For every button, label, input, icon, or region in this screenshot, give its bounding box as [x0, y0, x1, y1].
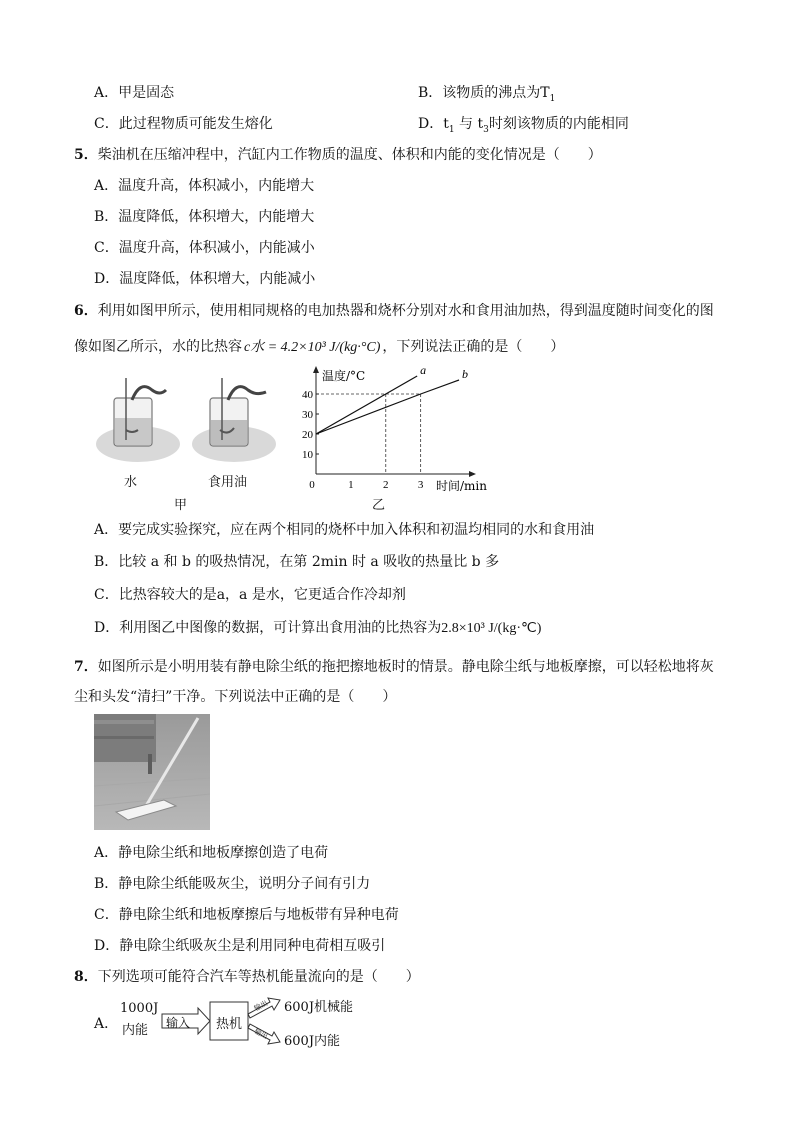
label-figure-yi: 乙 [372, 498, 386, 513]
q6-option-b: B．比较 a 和 b 的吸热情况，在第 2min 时 a 吸收的热量比 b 多 [94, 554, 500, 570]
figure-jia-beakers [96, 370, 282, 470]
q6-option-a: A．要完成实验探究，应在两个相同的烧杯中加入体积和初温均相同的水和食用油 [94, 522, 595, 538]
x-tick-label: 0 [309, 479, 315, 491]
specific-heat-formula: c水 = 4.2×10³ J/(kg·°C) [244, 340, 381, 355]
q4-option-a: A．甲是固态 [94, 85, 175, 101]
x-tick-label: 3 [417, 479, 424, 491]
oil-specific-heat: 2.8×10³ J/(kg·℃) [441, 621, 542, 636]
label-water: 水 [124, 475, 138, 490]
series-label-b: b [462, 367, 469, 381]
question-8-stem: 8．下列选项可能符合汽车等热机能量流向的是（ ） [74, 969, 420, 985]
q7-option-a: A．静电除尘纸和地板摩擦创造了电荷 [94, 845, 329, 861]
series-line-b [316, 380, 459, 434]
input-energy-type: 内能 [122, 1023, 149, 1038]
output-arrow-label-bottom: 输出 [252, 1027, 270, 1041]
series-label-a: a [420, 366, 427, 377]
q7-option-d: D．静电除尘纸吸灰尘是利用同种电荷相互吸引 [94, 938, 386, 954]
figure-yi-chart [296, 366, 496, 496]
q7-option-b: B．静电除尘纸能吸灰尘，说明分子间有引力 [94, 876, 371, 892]
y-tick-label: 20 [302, 429, 313, 441]
question-7-stem-line2: 尘和头发“清扫”干净。下列说法中正确的是（ ） [74, 689, 397, 705]
y-tick-label: 40 [302, 389, 313, 401]
heat-engine-label: 热机 [216, 1017, 243, 1032]
q4-option-c: C．此过程物质可能发生熔化 [94, 116, 273, 132]
label-figure-jia: 甲 [174, 498, 188, 513]
input-energy-amount: 1000J [120, 1001, 159, 1016]
x-axis-arrow [469, 471, 476, 477]
q5-option-b: B．温度降低，体积增大，内能增大 [94, 209, 315, 225]
x-tick-label: 1 [348, 479, 354, 491]
q5-option-a: A．温度升高，体积减小，内能增大 [94, 178, 315, 194]
question-6-stem-line1: 6．利用如图甲所示，使用相同规格的电加热器和烧杯分别对水和食用油加热，得到温度随时间变化的图 [74, 303, 714, 319]
question-6-stem-line2: 像如图乙所示，水的比热容 c水 = 4.2×10³ J/(kg·°C) ，下列说法正确的是（ ） [74, 339, 565, 355]
y-axis-arrow [313, 366, 319, 373]
q4-option-d: D．$t_1$ 与 $t_3$时刻该物质的内能相同 [418, 116, 629, 135]
x-axis-label: 时间/min [436, 479, 487, 493]
q5-option-d: D．温度降低，体积增大，内能减小 [94, 271, 316, 287]
x-tick-label: 2 [383, 479, 389, 491]
question-7-stem-line1: 7．如图所示是小明用装有静电除尘纸的拖把擦地板时的情景。静电除尘纸与地板摩擦，可以轻松地将灰 [74, 659, 714, 675]
mop-photo [94, 714, 210, 830]
q6-option-d: D．利用图乙中图像的数据，可计算出食用油的比热容为2.8×10³ J/(kg·℃) [94, 620, 542, 636]
question-5-stem: 5．柴油机在压缩冲程中，汽缸内工作物质的温度、体积和内能的变化情况是（ ） [74, 147, 602, 163]
y-tick-label: 30 [302, 409, 313, 421]
q4-option-b: B．该物质的沸点为$T_1$ [418, 85, 556, 104]
output-arrow-label-top: 输出 [252, 999, 270, 1013]
y-tick-label: 10 [302, 449, 313, 461]
label-cooking-oil: 食用油 [208, 475, 248, 490]
input-arrow-label: 输入 [166, 1016, 191, 1030]
output-internal-energy: 600J内能 [284, 1034, 341, 1049]
q5-option-c: C．温度升高，体积减小，内能减小 [94, 240, 315, 256]
output-mechanical-energy: 600J机械能 [284, 1000, 354, 1015]
q7-option-c: C．静电除尘纸和地板摩擦后与地板带有异种电荷 [94, 907, 399, 923]
y-axis-label: 温度/°C [322, 369, 366, 383]
q6-option-c: C．比热容较大的是a，a 是水，它更适合作冷却剂 [94, 587, 406, 603]
series-line-a [316, 376, 417, 434]
q8-option-a-label: A． [94, 1016, 119, 1032]
